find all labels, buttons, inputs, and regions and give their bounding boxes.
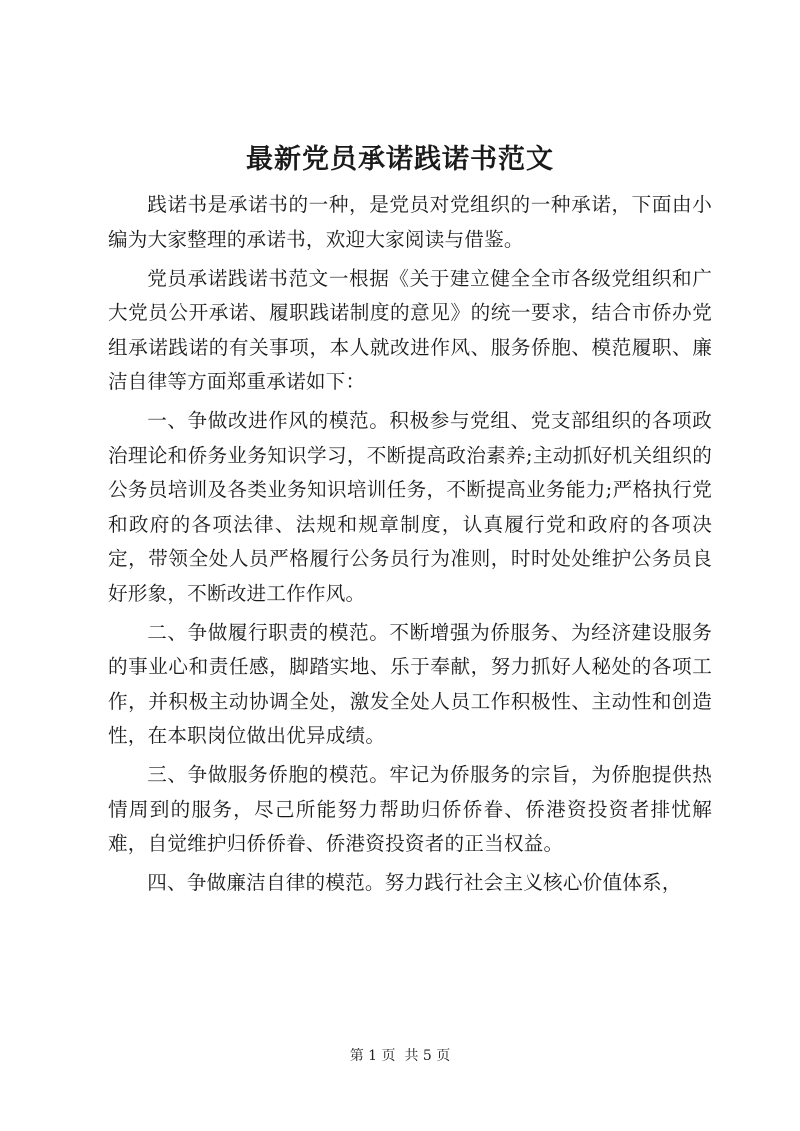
document-body bbox=[108, 188, 712, 901]
paragraph-item-3: 三、争做服务侨胞的模范。牢记为侨服务的宗旨，为侨胞提供热情周到的服务，尽己所能努力帮助归侨侨眷、侨港资投资者排忧解难，自觉维护归侨侨眷、侨港资投资者的正当权益。 bbox=[108, 763, 712, 855]
paragraph-preamble: 党员承诺践诺书范文一根据《关于建立健全全市各级党组织和广大党员公开承诺、履职践诺制度的意见》的统一要求，结合市侨办党组承诺践诺的有关事项，本人就改进作风、服务侨胞、模范履职、廉洁自律等方面郑重承诺如下： bbox=[108, 266, 712, 393]
paragraph-item-2: 二、争做履行职责的模范。不断增强为侨服务、为经济建设服务的事业心和责任感，脚踏实地、乐于奉献，努力抓好人秘处的各项工作，并积极主动协调全处，激发全处人员工作积极性、主动性和创造性，在本职岗位做出优异成绩。 bbox=[108, 620, 712, 747]
page-footer bbox=[0, 1046, 800, 1066]
paragraph-item-1: 一、争做改进作风的模范。积极参与党组、党支部组织的各项政治理论和侨务业务知识学习，不断提高政治素养;主动抓好机关组织的公务员培训及各类业务知识培训任务，不断提高业务能力;严格执行党和政府的各项法律、法规和规章制度，认真履行党和政府的各项决定，带领全处人员严格履行公务员行为准则，时时处处维护公务员良好形象，不断改进工作作风。 bbox=[108, 409, 712, 605]
paragraph-item-4: 四、争做廉洁自律的模范。努力践行社会主义核心价值体系， bbox=[147, 871, 682, 894]
paragraph-intro: 践诺书是承诺书的一种，是党员对党组织的一种承诺，下面由小编为大家整理的承诺书，欢迎大家阅读与借鉴。 bbox=[108, 193, 712, 251]
page-number-label: 第 1 页 共 5 页 bbox=[349, 1048, 451, 1064]
document-title: 最新党员承诺践诺书范文 bbox=[246, 144, 554, 175]
